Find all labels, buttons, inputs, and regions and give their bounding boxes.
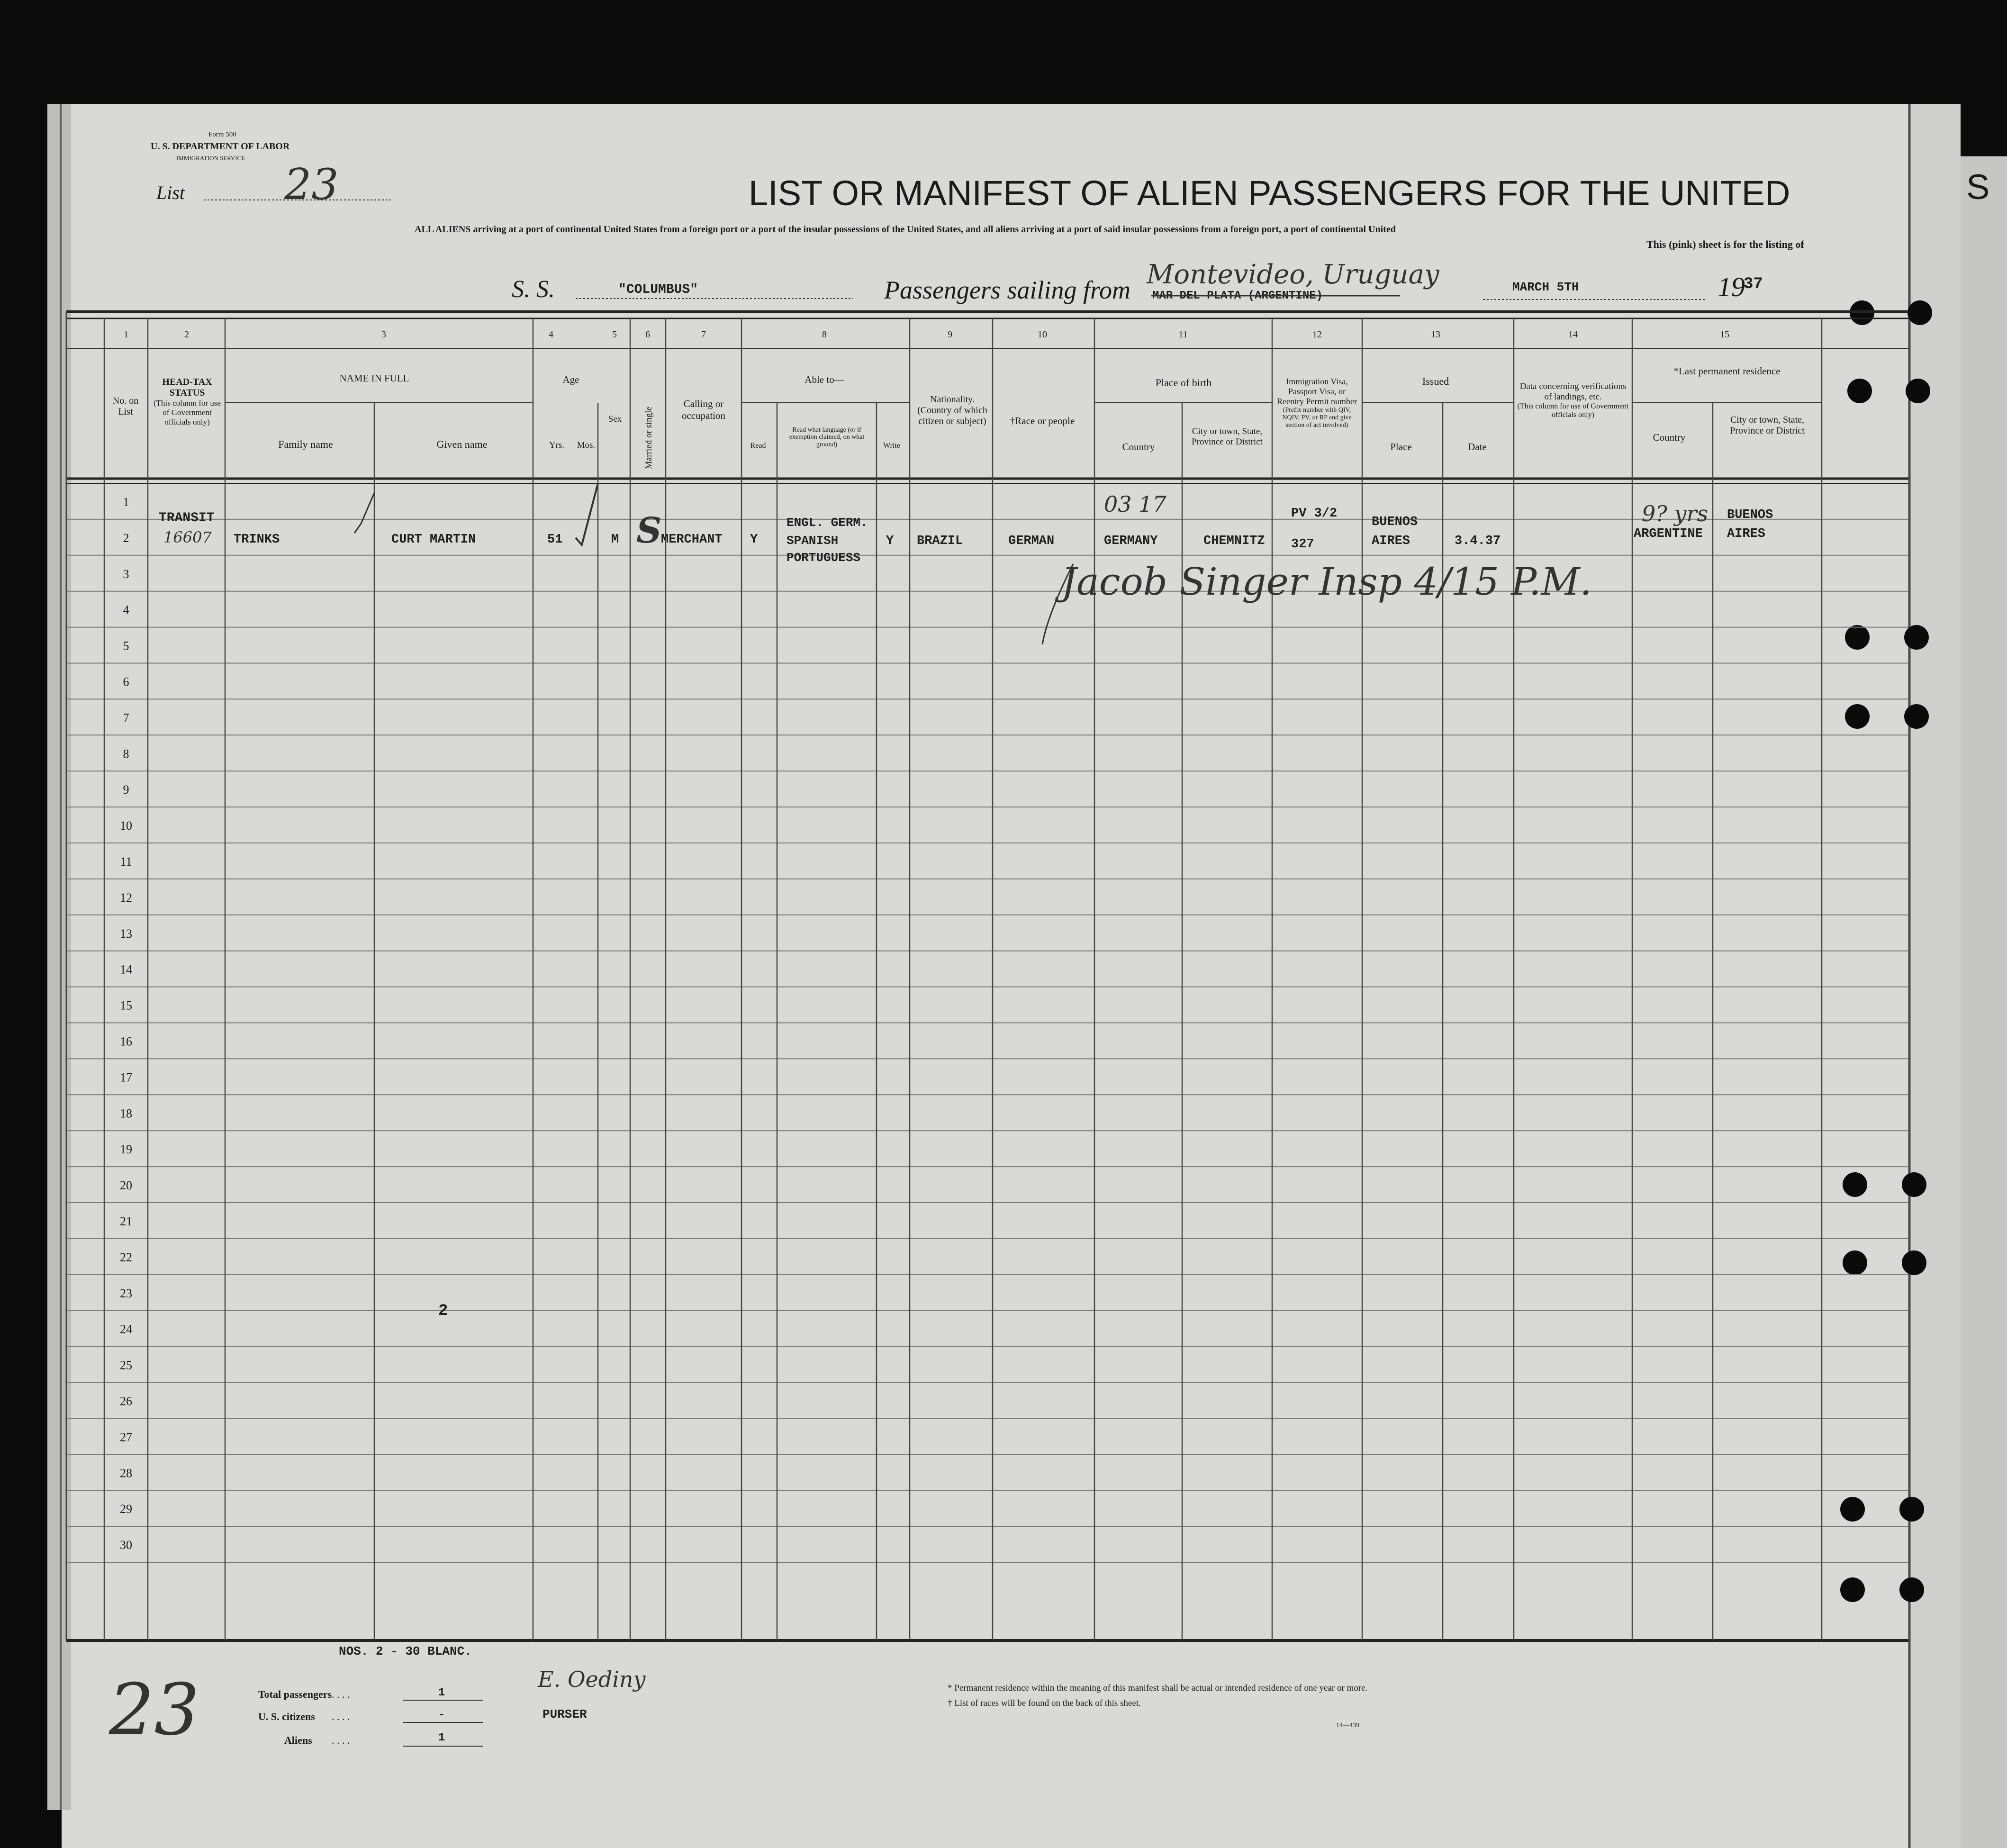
residence-note: 9? yrs [1642, 501, 1709, 526]
visa-line-2: 327 [1291, 537, 1314, 552]
aliens-value: 1 [438, 1731, 445, 1744]
visa-line-1: PV 3/2 [1291, 507, 1338, 521]
family-name: TRINKS [234, 533, 280, 547]
header-head-tax: HEAD-TAX STATUS [162, 377, 212, 398]
header-head-tax-note: (This column for use of Government officials only) [153, 399, 221, 426]
row-number: 12 [120, 890, 132, 905]
header-birth-city: City or town, State, Province or District [1192, 426, 1263, 447]
footnote-residence: * Permanent residence within the meaning of this manifest shall be actual or intended residence of one year or more. [948, 1683, 1368, 1693]
header-family-name: Family name [278, 438, 333, 450]
row-number: 24 [120, 1322, 132, 1336]
form-code: 14—439 [1336, 1722, 1359, 1729]
row-number: 20 [120, 1178, 132, 1193]
row-number: 21 [120, 1214, 132, 1228]
issued-place-line-2: AIRES [1372, 534, 1410, 548]
column-number: 7 [701, 329, 706, 340]
column-number: 1 [124, 329, 128, 340]
row-number: 5 [123, 639, 129, 653]
column-number: 3 [381, 329, 386, 340]
header-name-in-full: NAME IN FULL [339, 372, 409, 384]
department-label: U. S. DEPARTMENT OF LABOR [151, 141, 290, 152]
row-number: 22 [120, 1250, 132, 1264]
residence-city-line-2: AIRES [1727, 527, 1766, 541]
header-able-to: Able to— [805, 374, 844, 385]
row-number: 23 [120, 1286, 132, 1300]
header-yrs: Yrs. [549, 440, 565, 450]
issued-date: 3.4.37 [1455, 534, 1501, 548]
header-read-language: Read what language (or if exemption claimed, on what ground) [789, 426, 865, 448]
column-number: 15 [1720, 329, 1729, 340]
year-prefix: 19 [1718, 272, 1745, 302]
row-number: 29 [120, 1502, 132, 1516]
column-number: 2 [184, 329, 189, 340]
can-read: Y [750, 533, 758, 547]
header-no-on-list: No. on List [112, 396, 139, 417]
row-number: 15 [120, 998, 132, 1013]
column-number: 14 [1568, 329, 1578, 340]
birth-country: GERMANY [1104, 534, 1158, 548]
blank-note: NOS. 2 - 30 BLANC. [339, 1644, 472, 1658]
purser-signature: E. Oediny [538, 1667, 646, 1692]
header-visa-note: (Prefix number with QIV, NQIV, PV, or RP and give section of act involved) [1282, 407, 1352, 429]
row-number: 2 [123, 531, 129, 545]
header-place-of-birth: Place of birth [1155, 377, 1212, 389]
sex: M [611, 533, 619, 547]
svg-text:. . . .: . . . . [332, 1734, 350, 1746]
header-res-city: City or town, State, Province or District [1730, 415, 1805, 436]
header-visa: Immigration Visa, Passport Visa, or Reentry Permit number [1277, 377, 1357, 406]
row-number: 18 [120, 1106, 132, 1121]
list-label: List [156, 182, 185, 203]
row-number: 26 [120, 1394, 132, 1408]
birth-note: 03 17 [1104, 491, 1166, 517]
marital-status: S [636, 510, 662, 551]
row-number: 14 [120, 962, 132, 977]
languages-line-1: ENGL. GERM. [787, 516, 868, 530]
column-number: 11 [1178, 329, 1188, 340]
row-number: 30 [120, 1538, 132, 1552]
languages-line-3: PORTUGUESS [787, 551, 861, 565]
footnote-races: † List of races will be found on the back of this sheet. [948, 1698, 1141, 1708]
birth-city: CHEMNITZ [1203, 534, 1265, 548]
row-number: 25 [120, 1358, 132, 1372]
age-years: 51 [547, 533, 563, 547]
row-number: 8 [123, 747, 129, 761]
column-number: 10 [1038, 329, 1047, 340]
header-married: Married or single [644, 407, 654, 469]
row-number: 7 [123, 711, 129, 725]
subtitle-line-1: ALL ALIENS arriving at a port of continental United States from a foreign port or a port of the insular possessions of the United States, and all aliens arriving at a port of said insular possessions from a foreign port, a port of continental United [415, 224, 1396, 235]
header-last-residence: *Last permanent residence [1673, 365, 1781, 377]
header-birth-country: Country [1122, 441, 1155, 453]
total-passengers-label: Total passengers [258, 1688, 332, 1700]
column-number: 8 [822, 329, 827, 340]
row-number: 11 [120, 854, 132, 869]
header-landing-note: (This column for use of Government officials only) [1517, 402, 1629, 419]
column-number: 6 [645, 329, 650, 340]
row-number: 27 [120, 1430, 132, 1444]
head-tax-status: TRANSIT [159, 511, 215, 525]
row-number: 10 [120, 819, 132, 833]
row-number: 1 [123, 495, 129, 509]
residence-country: ARGENTINE [1634, 527, 1703, 541]
header-calling: Calling or occupation [681, 398, 726, 421]
head-tax-number: 16607 [163, 528, 212, 546]
year-suffix: 37 [1744, 275, 1763, 293]
header-given-name: Given name [436, 438, 488, 450]
header-issued: Issued [1422, 375, 1449, 387]
row-number: 4 [123, 603, 129, 617]
race: GERMAN [1008, 534, 1055, 548]
sailing-label: Passengers sailing from [884, 276, 1131, 304]
header-issued-date: Date [1468, 441, 1487, 453]
column-number: 4 [549, 329, 553, 340]
can-write: Y [886, 534, 894, 548]
header-write: Write [883, 442, 900, 450]
row-number: 19 [120, 1142, 132, 1157]
us-citizens-label: U. S. citizens [258, 1711, 315, 1722]
us-citizens-value: - [438, 1709, 445, 1721]
column-number: 13 [1431, 329, 1440, 340]
service-label: IMMIGRATION SERVICE [176, 154, 245, 162]
header-nationality: Nationality. (Country of which citizen or subject) [917, 394, 987, 426]
purser-label: PURSER [542, 1707, 587, 1721]
svg-text:. . . .: . . . . [332, 1711, 350, 1722]
header-mos: Mos. [577, 440, 596, 450]
sailing-date: MARCH 5TH [1512, 280, 1579, 294]
row-number: 6 [123, 675, 129, 689]
header-sex: Sex [608, 414, 622, 424]
aliens-label: Aliens [284, 1734, 312, 1746]
residence-city-line-1: BUENOS [1727, 508, 1773, 522]
bottom-list-number: 23 [109, 1669, 199, 1751]
header-issued-place: Place [1390, 441, 1412, 453]
header-age: Age [562, 374, 579, 385]
ss-label: S. S. [512, 276, 555, 303]
header-race: †Race or people [1010, 415, 1075, 426]
ship-name: "COLUMBUS" [618, 282, 698, 297]
languages-line-2: SPANISH [787, 534, 839, 548]
form-number: Form 500 [208, 131, 236, 138]
row-number: 28 [120, 1466, 132, 1480]
inspector-signature: Jacob Singer Insp 4/15 P.M. [1061, 560, 1592, 604]
row-number: 3 [123, 567, 129, 581]
manifest-title: LIST OR MANIFEST OF ALIEN PASSENGERS FOR THE UNITED [749, 173, 1790, 213]
column-number: 9 [948, 329, 952, 340]
port-typed: MAR DEL PLATA (ARGENTINE) [1152, 290, 1323, 302]
occupation: MERCHANT [661, 533, 723, 547]
issued-place-line-1: BUENOS [1372, 515, 1418, 529]
total-passengers-value: 1 [438, 1686, 445, 1699]
header-read: Read [750, 442, 766, 450]
port-handwritten: Montevideo, Uruguay [1147, 259, 1439, 290]
header-res-country: Country [1653, 432, 1686, 443]
svg-text:. . . .: . . . . [332, 1688, 350, 1700]
header-landing-data: Data concerning verifications of landings, etc. [1519, 381, 1627, 402]
row-number: 13 [120, 926, 132, 941]
row-number: 9 [123, 783, 129, 797]
subtitle-line-2: This (pink) sheet is for the listing of [1646, 238, 1804, 250]
nationality: BRAZIL [917, 534, 963, 548]
list-number: 23 [284, 160, 339, 209]
column-number: 5 [612, 329, 617, 340]
stray-mark: 2 [438, 1302, 448, 1320]
given-name: CURT MARTIN [391, 533, 476, 547]
column-number: 12 [1312, 329, 1322, 340]
svg-text:S: S [1966, 167, 1990, 207]
row-number: 17 [120, 1070, 132, 1085]
row-number: 16 [120, 1034, 132, 1049]
